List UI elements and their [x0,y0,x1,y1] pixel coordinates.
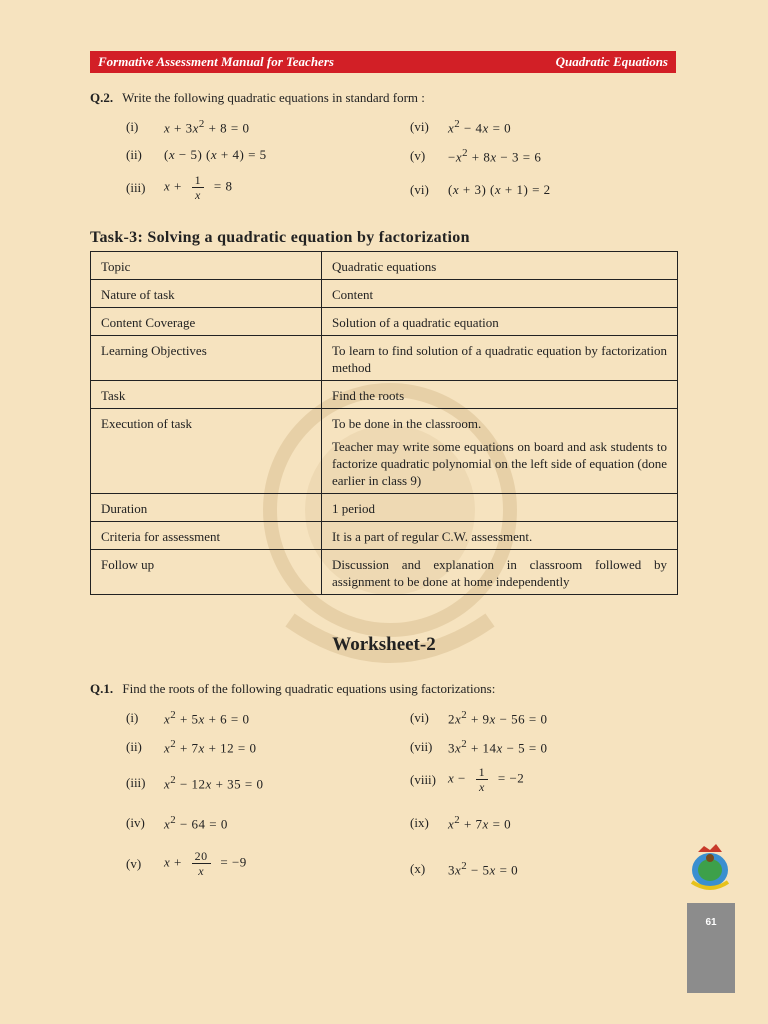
row-key: Duration [91,494,322,522]
ws-q1-text: Find the roots of the following quadratic equations using factorizations: [122,681,496,696]
header-right: Quadratic Equations [555,54,668,69]
q2-label: Q.2. [90,90,114,105]
q2-text: Write the following quadratic equations in standard form : [122,90,425,105]
q2-eq-2: (vi) $x^2 - 4x = 0$ [410,118,512,136]
q2-eq-6: (vi) (x + 3) (x + 1) = 2 [410,182,551,197]
page-header [90,51,676,73]
ws-eq-7: (vii) $3x^2 + 14x - 5 = 0$ [410,738,548,756]
row-value: It is a part of regular C.W. assessment. [322,522,678,550]
question-2 [90,90,425,106]
ws-eq-9: (ix) $x^2 + 7x = 0$ [410,814,512,832]
ws-q1-label: Q.1. [90,681,114,696]
q2-eq-5: (iii) x + $\frac{1}{x}$ = 8 [126,173,233,202]
row-key: Nature of task [91,280,322,308]
task-3-table [90,251,678,595]
row-value [322,409,678,494]
row-value-line-2: Teacher may write some equations on board and ask students to factorize quadratic polynomial on the left side of equation (done earlier in class 9) [332,439,667,488]
cbse-emblem-icon [682,838,738,896]
row-value: Discussion and explanation in classroom followed by assignment to be done at home independently [322,550,678,595]
table-row [91,280,678,308]
ws-eq-2: (ii) $x^2 + 7x + 12 = 0$ [126,738,257,756]
row-value: Find the roots [322,381,678,409]
header-left: Formative Assessment Manual for Teachers [98,54,334,69]
task-3-title: Task-3: Solving a quadratic equation by factorization [90,229,470,246]
row-key: Learning Objectives [91,336,322,381]
row-value: To learn to find solution of a quadratic equation by factorization method [322,336,678,381]
row-value: 1 period [322,494,678,522]
table-row [91,550,678,595]
row-key: Execution of task [91,409,322,494]
table-row [91,308,678,336]
table-row [91,252,678,280]
table-row [91,381,678,409]
row-value-line-1: To be done in the classroom. [332,416,482,431]
q2-eq-4: (v) $-x^2 + 8x - 3 = 6$ [410,147,542,165]
worksheet-title: Worksheet-2 [332,634,436,655]
row-key: Task [91,381,322,409]
ws-eq-5: (v) x + $\frac{20}{x}$ = −9 [126,849,247,878]
ws-eq-6: (vi) $2x^2 + 9x - 56 = 0$ [410,709,548,727]
q2-eq-3: (ii) (x − 5) (x + 4) = 5 [126,147,267,162]
q2-eq-1: (i) $x + 3x^2 + 8 = 0$ [126,118,250,136]
row-value: Content [322,280,678,308]
ws-eq-1: (i) $x^2 + 5x + 6 = 0$ [126,709,250,727]
row-key: Criteria for assessment [91,522,322,550]
row-key: Follow up [91,550,322,595]
table-row [91,409,678,494]
page-number-tab [687,903,735,993]
ws-eq-8: (viii) x − $\frac{1}{x}$ = −2 [410,765,525,794]
row-key: Content Coverage [91,308,322,336]
worksheet-question-1 [90,681,495,697]
ws-eq-3: (iii) $x^2 - 12x + 35 = 0$ [126,774,264,792]
row-value: Solution of a quadratic equation [322,308,678,336]
ws-eq-4: (iv) $x^2 - 64 = 0$ [126,814,228,832]
table-row [91,522,678,550]
ws-eq-10: (x) $3x^2 - 5x = 0$ [410,860,519,878]
page-number: 61 [705,917,717,928]
table-row [91,494,678,522]
row-key: Topic [91,252,322,280]
table-row [91,336,678,381]
row-value: Quadratic equations [322,252,678,280]
